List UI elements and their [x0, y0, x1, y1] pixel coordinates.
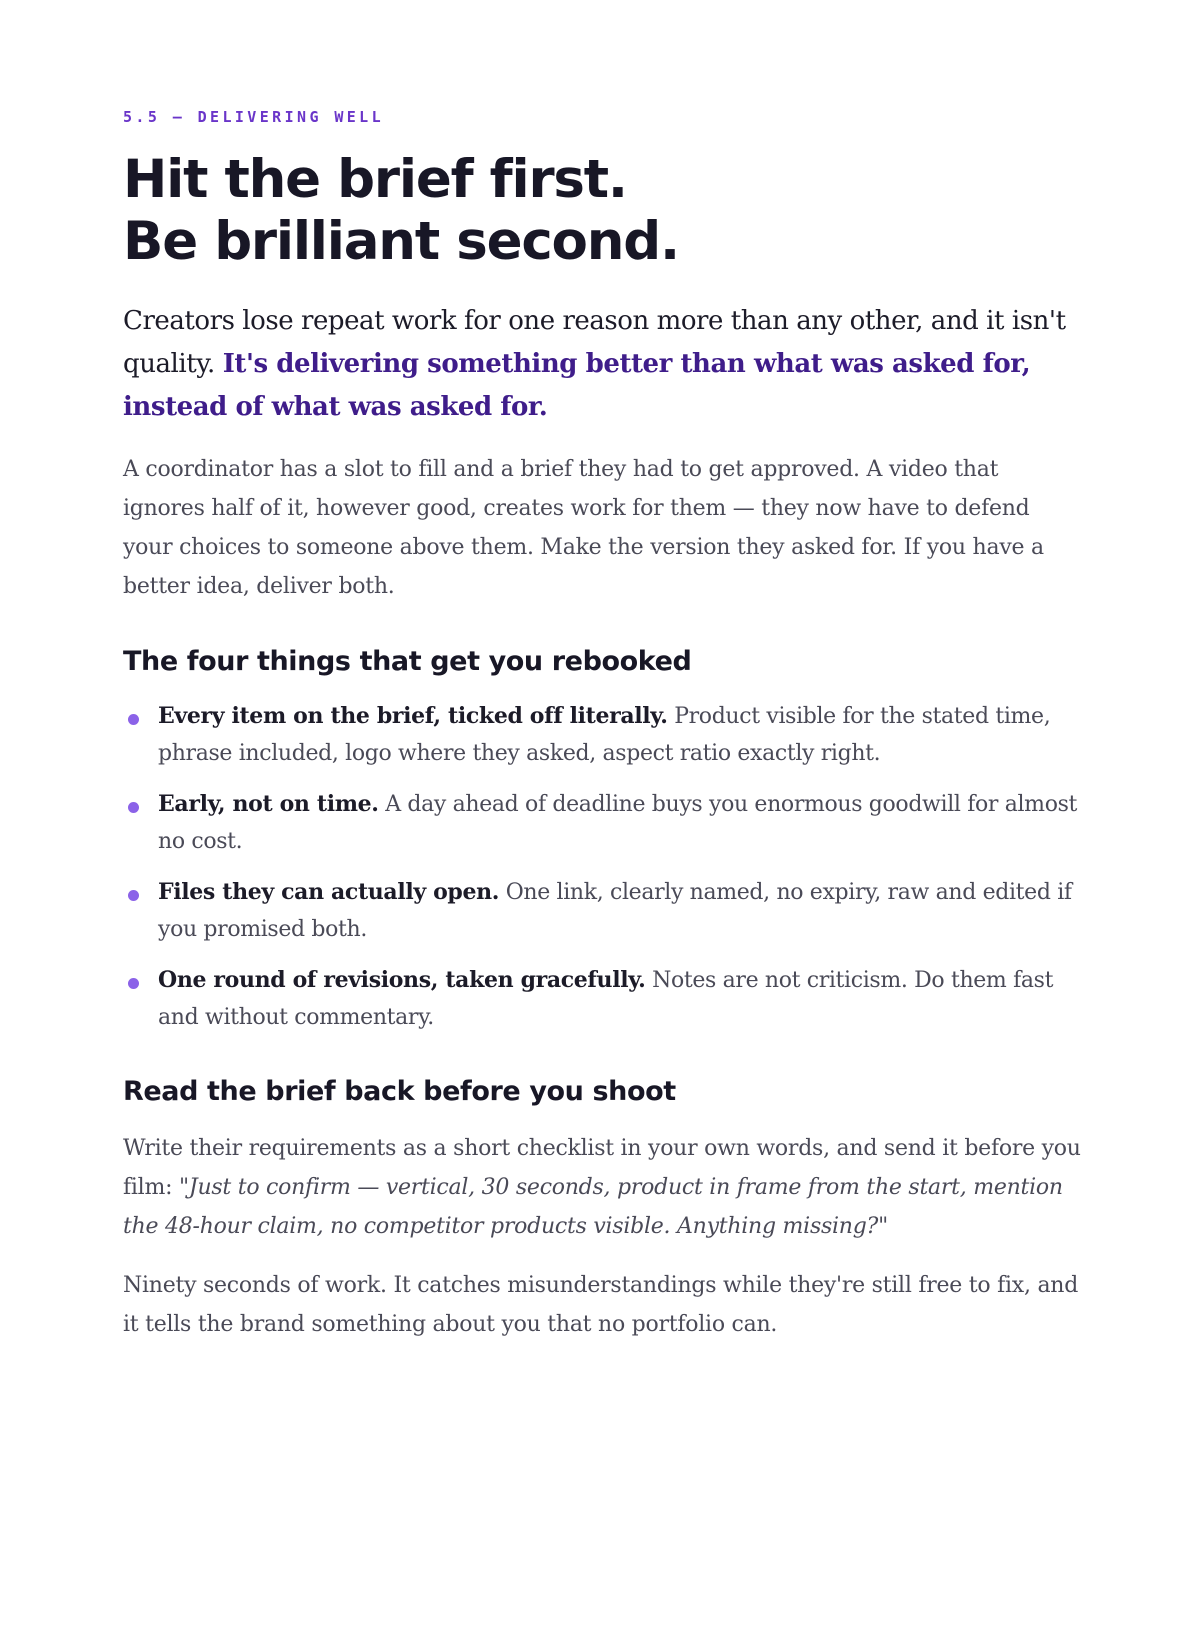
list-item-detail: Notes are not criticism. Do them fast and without commentary. — [158, 968, 1054, 1030]
heading-four-things: The four things that get you rebooked — [123, 646, 692, 677]
heading-read-back: Read the brief back before you shoot — [123, 1076, 676, 1107]
read-back-quote: "Just to confirm — vertical, 30 seconds, product in frame from the start, mention the 48-hour claim, no competitor products visible. Anything missing?" — [123, 1175, 1063, 1239]
list-item-lead: Early, not on time. — [158, 791, 379, 817]
lede-plain: Creators lose repeat work for one reason more than any other, and it isn't quality. — [123, 306, 1066, 379]
bullet-dot-icon — [128, 890, 139, 901]
list-item-lead: Every item on the brief, ticked off literally. — [158, 703, 668, 729]
list-item-lead: One round of revisions, taken gracefully. — [158, 967, 646, 993]
list-item-detail: One link, clearly named, no expiry, raw and edited if you promised both. — [158, 880, 1072, 942]
title-line-2: Be brilliant second. — [123, 211, 679, 272]
read-back-paragraph — [123, 1129, 1085, 1246]
list-item — [123, 698, 1085, 772]
bullet-dot-icon — [128, 802, 139, 813]
list-item — [123, 874, 1085, 948]
lede-highlight: It's delivering something better than what was asked for, instead of what was asked for. — [123, 349, 1031, 422]
list-item — [123, 962, 1085, 1036]
list-item — [123, 786, 1085, 860]
list-item-detail: Product visible for the stated time, phrase included, logo where they asked, aspect ratio exactly right. — [158, 704, 1051, 766]
list-item-detail: A day ahead of deadline buys you enormous goodwill for almost no cost. — [158, 792, 1078, 854]
bullet-dot-icon — [128, 714, 139, 725]
bullet-dot-icon — [128, 978, 139, 989]
page-title — [123, 149, 679, 273]
lede-paragraph — [123, 300, 1085, 429]
list-item-lead: Files they can actually open. — [158, 879, 500, 905]
title-line-1: Hit the brief first. — [123, 149, 627, 210]
closing-paragraph: Ninety seconds of work. It catches misunderstandings while they're still free to fix, and it tells the brand something about you that no portfolio can. — [123, 1273, 1079, 1337]
rebooked-list — [123, 698, 1085, 1050]
read-back-plain: Write their requirements as a short checklist in your own words, and send it before you film: — [123, 1136, 1081, 1200]
section-label: 5.5 — DELIVERING WELL — [123, 108, 385, 126]
intro-paragraph: A coordinator has a slot to fill and a brief they had to get approved. A video that ignores half of it, however good, creates work for them — they now have to defend your choices to someone above them. Make the version they asked for. If you have a better idea, deliver both. — [123, 457, 1044, 599]
